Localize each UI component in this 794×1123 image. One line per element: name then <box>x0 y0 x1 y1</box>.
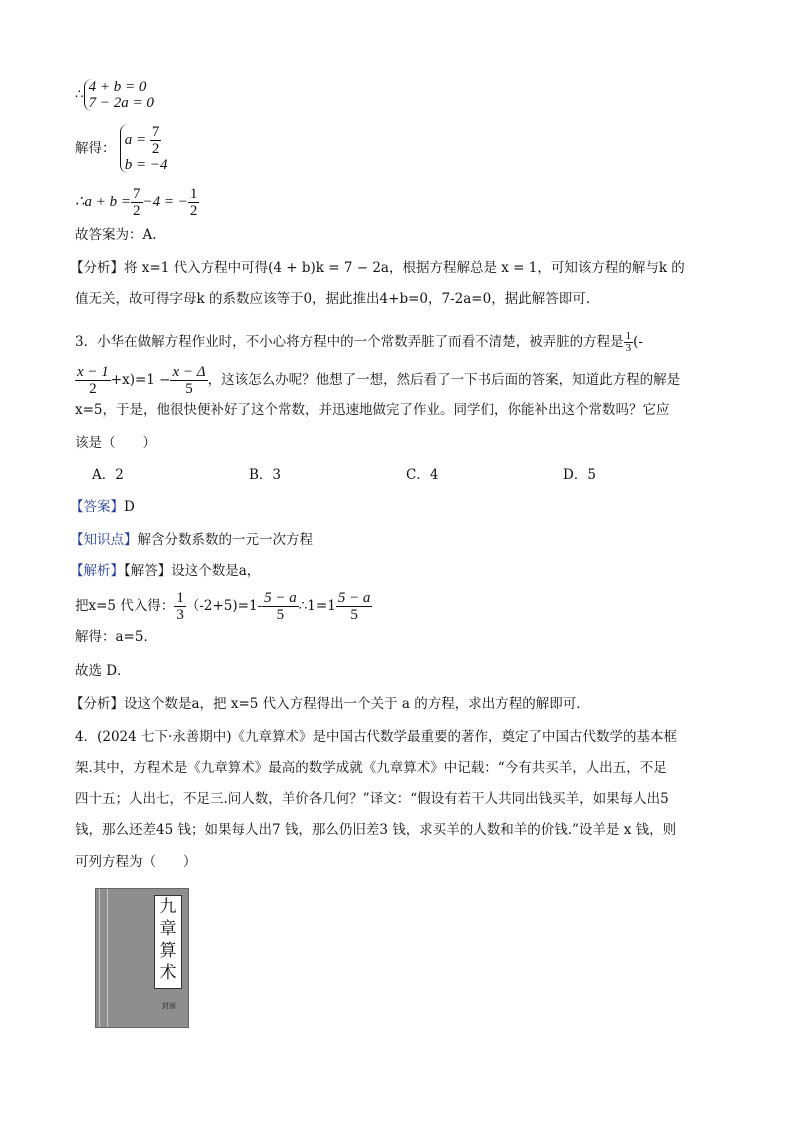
denominator: 5 <box>185 381 193 397</box>
numerator: 5 − a <box>264 590 297 606</box>
analysis-tag: 【分析】 <box>70 260 124 276</box>
title-char: 算 <box>159 941 177 961</box>
stem-text: 3．小华在做解方程作业时，不小心将方程中的一个常数弄脏了而看不清楚，被弄脏的方程是 <box>75 334 624 350</box>
solve-label: 解得： <box>75 140 116 157</box>
numerator: 1 <box>189 186 198 202</box>
option-c: C．4 <box>406 467 439 483</box>
fraction <box>131 186 143 219</box>
numerator: x − 1 <box>77 364 109 380</box>
title-char: 章 <box>159 919 177 939</box>
explain-tag: 【解析】 <box>70 563 124 579</box>
sub-text: ∴1=1 <box>298 598 336 614</box>
solve-line: 解得：a=5． <box>75 629 157 645</box>
stem-text: ，这该怎么办呢？他想了一想，然后看了一下书后面的答案，知道此方程的解是 <box>207 372 681 388</box>
sub-text: 把x=5 代入得： <box>75 598 175 614</box>
analysis-line <box>70 259 685 277</box>
knowledge-value: 解含分数系数的一元一次方程 <box>137 532 313 548</box>
analysis-row <box>70 695 590 713</box>
numerator: 7 <box>133 186 141 202</box>
denominator: 2 <box>133 203 141 219</box>
fraction <box>75 364 111 397</box>
denominator: 2 <box>89 381 97 397</box>
fraction <box>150 124 162 157</box>
book-small-text: 封面 <box>162 1002 176 1010</box>
analysis-text: 将 x=1 代入方程中可得(4 + b)k = 7 − 2a，根据方程解总是 x = 1，可知该方程的解与k 的 <box>124 260 685 276</box>
sum-text: −4 = − <box>142 194 188 210</box>
fraction <box>336 590 373 623</box>
sum-line <box>75 186 199 219</box>
q3-stem-1 <box>75 331 643 354</box>
explain-row <box>70 562 260 580</box>
answer-value: D <box>124 499 135 515</box>
book-cover-image <box>95 888 189 1028</box>
title-char: 术 <box>159 963 177 983</box>
option-d: D．5 <box>563 467 596 483</box>
q3-stem-2 <box>75 364 680 397</box>
denominator: 5 <box>276 607 285 623</box>
fraction <box>262 590 299 623</box>
fraction <box>188 186 200 219</box>
therefore-symbol: ∴ <box>75 86 84 103</box>
knowledge-row <box>70 531 313 549</box>
sum-text: ∴a + b = <box>75 194 132 210</box>
solution-system <box>75 124 168 173</box>
analysis-tag: 【分析】 <box>70 696 124 712</box>
sol-b: b = −4 <box>124 157 168 173</box>
option-a: A．2 <box>92 467 124 483</box>
equation: 4 + b = 0 <box>88 79 147 95</box>
q3-stem-3: x=5，于是，他很快便补好了这个常数，并迅速地做完了作业。同学们，你能补出这个常数吗？它应 <box>75 402 670 418</box>
book-spine <box>99 889 108 1027</box>
fraction <box>174 590 186 623</box>
system-equations-1 <box>75 79 154 111</box>
answer-row <box>70 498 135 516</box>
sub-text: （-2+5)=1- <box>185 598 263 614</box>
knowledge-tag: 【知识点】 <box>70 532 138 548</box>
stem-text: +x)=1 − <box>110 372 171 388</box>
denominator: 2 <box>151 141 160 157</box>
solution-text: 设这个数是a， <box>171 563 261 579</box>
equation: 7 − 2a = 0 <box>88 95 154 111</box>
choose-line: 故选 D． <box>75 663 131 679</box>
answer-line: 故答案为：A. <box>75 227 157 243</box>
stem-text: (- <box>633 334 643 350</box>
q4-stem-line: 架.其中，方程术是《九章算术》最高的数学成就《九章算术》中记载：“今有共买羊，人出五，不足 <box>75 760 667 776</box>
fraction <box>170 364 207 397</box>
solution-braces <box>120 124 168 173</box>
numerator: 7 <box>151 124 160 140</box>
substitution-line <box>75 590 372 623</box>
numerator: 1 <box>176 590 184 606</box>
fraction <box>624 331 634 354</box>
analysis-text: 值无关，故可得字母k 的系数应该等于0，据此推出4+b=0，7-2a=0，据此解答即可. <box>75 291 590 307</box>
title-char: 九 <box>159 897 177 917</box>
denominator: 3 <box>625 342 632 354</box>
solution-tag: 【解答】 <box>124 563 172 579</box>
q4-stem-line: 钱，那么还差45 钱；如果每人出7 钱，那么仍旧差3 钱，求买羊的人数和羊的价钱.”设羊是 x 钱，则 <box>75 822 677 838</box>
q4-stem-line: 可列方程为（ ） <box>75 854 197 870</box>
equation-system <box>84 79 154 111</box>
q4-stem-line: 4．(2024 七下·永善期中)《九章算术》是中国古代数学最重要的著作，奠定了中国古代数学的基本框 <box>75 729 678 745</box>
numerator: x − Δ <box>172 364 206 380</box>
denominator: 2 <box>189 203 198 219</box>
sol-a: a = <box>124 131 147 148</box>
denominator: 3 <box>176 607 184 623</box>
option-b: B．3 <box>249 467 282 483</box>
book-title-label <box>154 895 182 989</box>
q4-stem-line: 四十五；人出七，不足三.问人数，羊价各几何？”译文：“假设有若干人共同出钱买羊，如果每人出5 <box>75 791 669 807</box>
numerator: 5 − a <box>337 590 371 606</box>
answer-tag: 【答案】 <box>70 499 124 515</box>
analysis-text: 设这个数是a，把 x=5 代入方程得出一个关于 a 的方程，求出方程的解即可． <box>124 696 590 712</box>
q3-options <box>92 466 720 484</box>
q3-stem-4: 该是（ ） <box>75 435 156 451</box>
numerator: 1 <box>625 330 632 342</box>
denominator: 5 <box>350 607 358 623</box>
